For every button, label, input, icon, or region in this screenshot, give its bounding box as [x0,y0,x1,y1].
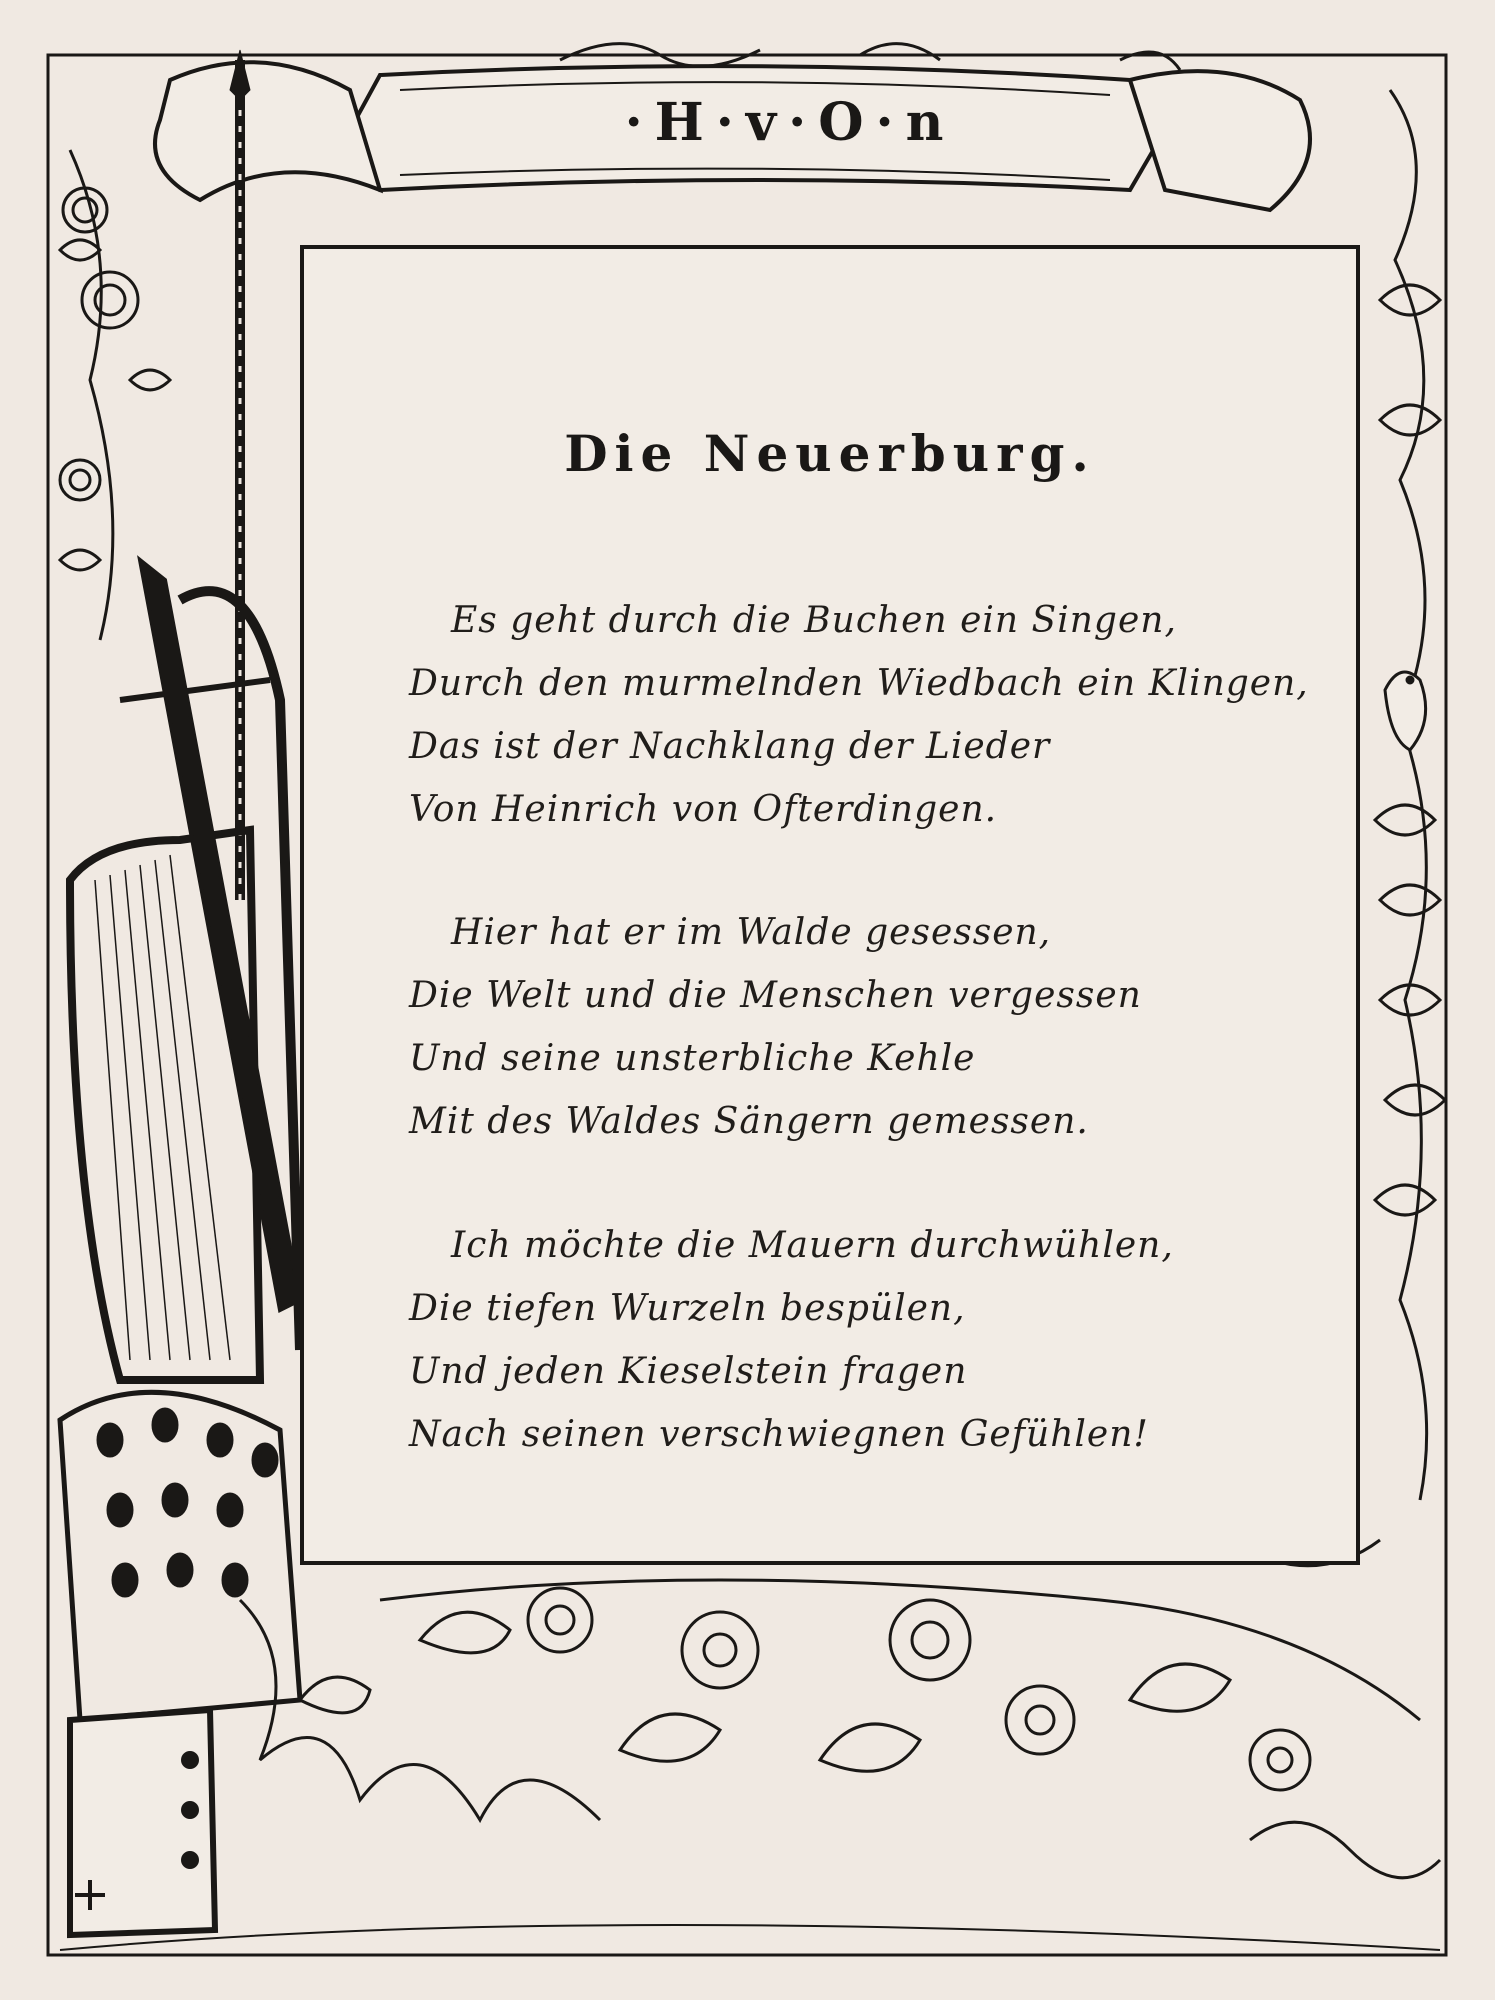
stanza-line: Von Heinrich von Ofterdingen. [409,789,998,830]
stanza-line: Mit des Waldes Sängern gemessen. [409,1101,1089,1142]
stanza-line: Es geht durch die Buchen ein Singen, [451,600,1177,641]
helmet-icon [70,1710,215,1935]
stanza-line: Die tiefen Wurzeln bespülen, [409,1288,966,1329]
stanza-line: Und jeden Kieselstein fragen [409,1351,968,1392]
stanza-line: Und seine unsterbliche Kehle [409,1038,976,1079]
poem-panel [300,245,1360,1565]
stanza-line: Nach seinen verschwiegnen Gefühlen! [409,1414,1149,1455]
stanza-line: Durch den murmelnden Wiedbach ein Klingen, [409,663,1309,704]
banner-monogram: ·H·v·O·n [624,92,956,153]
stanza-2 [409,901,1309,1153]
stanza-line: Hier hat er im Walde gesessen, [451,912,1052,953]
poem-title: Die Neuerburg. [564,424,1096,483]
stanza-1 [409,589,1309,841]
stanza-line: Die Welt und die Menschen vergessen [409,975,1142,1016]
stanza-line: Das ist der Nachklang der Lieder [409,726,1051,767]
stanza-3 [409,1214,1309,1466]
stanza-line: Ich möchte die Mauern durchwühlen, [451,1225,1174,1266]
